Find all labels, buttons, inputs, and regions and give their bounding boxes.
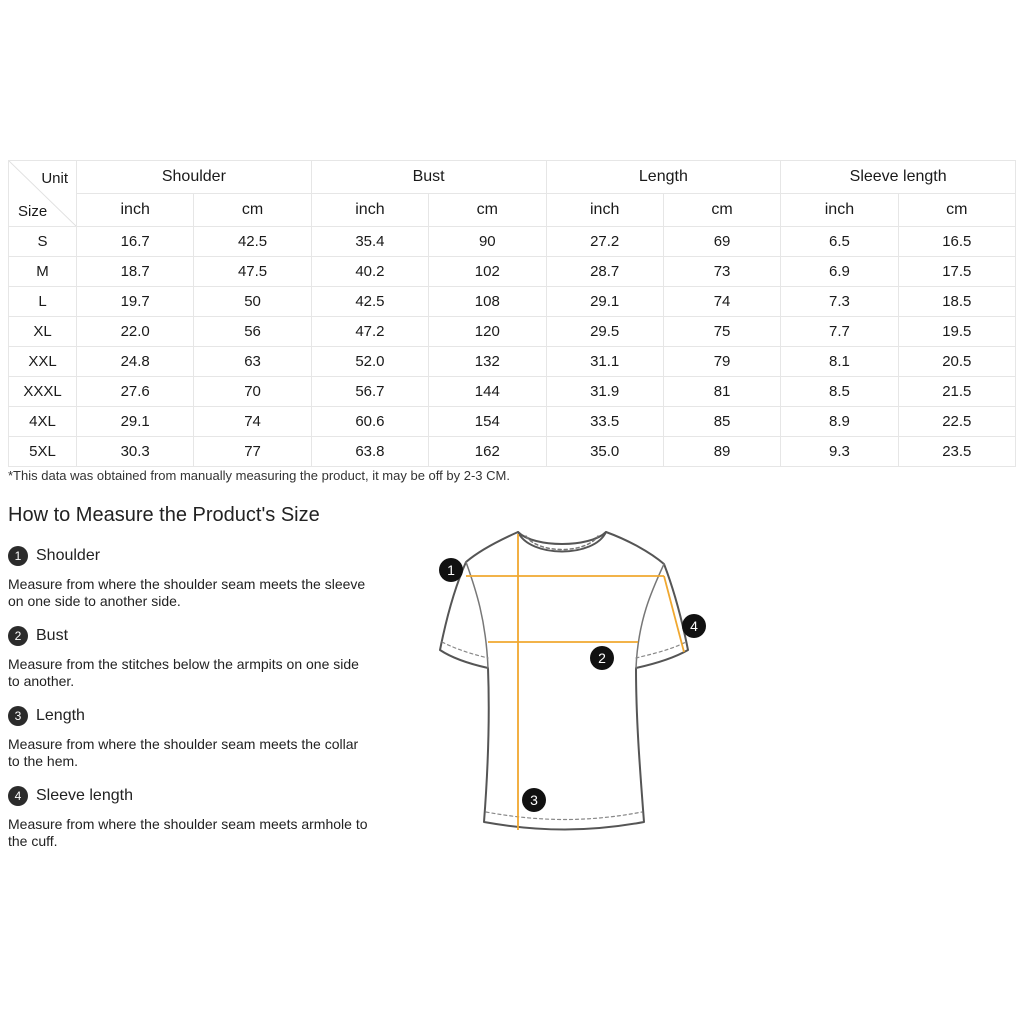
tshirt-diagram bbox=[430, 520, 720, 840]
measurement-cell: 50 bbox=[194, 287, 311, 317]
measurement-cell: 8.9 bbox=[781, 407, 898, 437]
table-row bbox=[9, 437, 1016, 467]
step-sleeve-length bbox=[8, 784, 368, 850]
marker-4-icon bbox=[682, 614, 706, 638]
unit-header: inch bbox=[311, 194, 428, 227]
measurement-cell: 73 bbox=[663, 257, 780, 287]
step-shoulder bbox=[8, 544, 368, 610]
measurement-cell: 7.3 bbox=[781, 287, 898, 317]
measurement-cell: 18.5 bbox=[898, 287, 1015, 317]
unit-header: cm bbox=[194, 194, 311, 227]
measurement-cell: 16.5 bbox=[898, 227, 1015, 257]
size-label-cell: M bbox=[9, 257, 77, 287]
marker-1-label: 1 bbox=[447, 562, 455, 578]
measurement-cell: 27.2 bbox=[546, 227, 663, 257]
measurement-cell: 40.2 bbox=[311, 257, 428, 287]
size-label-cell: XL bbox=[9, 317, 77, 347]
measurement-cell: 42.5 bbox=[194, 227, 311, 257]
measurement-cell: 52.0 bbox=[311, 347, 428, 377]
measurement-cell: 60.6 bbox=[311, 407, 428, 437]
diagram-markers bbox=[439, 558, 706, 812]
measurement-cell: 42.5 bbox=[311, 287, 428, 317]
measurement-cell: 89 bbox=[663, 437, 780, 467]
step-number-icon: 2 bbox=[8, 626, 28, 646]
measurement-cell: 154 bbox=[429, 407, 546, 437]
measurement-cell: 19.5 bbox=[898, 317, 1015, 347]
step-name: Shoulder bbox=[36, 547, 101, 564]
measurement-cell: 85 bbox=[663, 407, 780, 437]
measurement-cell: 75 bbox=[663, 317, 780, 347]
table-row bbox=[9, 257, 1016, 287]
measurement-cell: 29.1 bbox=[546, 287, 663, 317]
unit-header: inch bbox=[546, 194, 663, 227]
measurement-cell: 29.1 bbox=[77, 407, 194, 437]
measurement-cell: 35.0 bbox=[546, 437, 663, 467]
size-chart-table bbox=[8, 160, 1016, 467]
table-row bbox=[9, 377, 1016, 407]
measurement-cell: 8.5 bbox=[781, 377, 898, 407]
measurement-cell: 108 bbox=[429, 287, 546, 317]
measurement-cell: 31.1 bbox=[546, 347, 663, 377]
measurement-note: *This data was obtained from manually measuring the product, it may be off by 2-3 CM. bbox=[8, 468, 510, 483]
header-shoulder: Shoulder bbox=[77, 161, 312, 194]
size-label-cell: 4XL bbox=[9, 407, 77, 437]
table-corner-cell bbox=[9, 161, 77, 227]
measure-guides bbox=[466, 534, 684, 830]
measurement-cell: 56 bbox=[194, 317, 311, 347]
measurement-cell: 69 bbox=[663, 227, 780, 257]
measurement-cell: 162 bbox=[429, 437, 546, 467]
measurement-cell: 6.5 bbox=[781, 227, 898, 257]
left-armhole-seam bbox=[466, 562, 488, 668]
step-number-icon: 3 bbox=[8, 706, 28, 726]
measurement-cell: 120 bbox=[429, 317, 546, 347]
step-number-icon: 1 bbox=[8, 546, 28, 566]
marker-2-label: 2 bbox=[598, 650, 606, 666]
header-bust: Bust bbox=[311, 161, 546, 194]
measurement-cell: 28.7 bbox=[546, 257, 663, 287]
marker-4-label: 4 bbox=[690, 618, 698, 634]
unit-header: cm bbox=[898, 194, 1015, 227]
sleeve-guide bbox=[664, 576, 684, 652]
table-row bbox=[9, 407, 1016, 437]
size-label-cell: S bbox=[9, 227, 77, 257]
measurement-cell: 47.2 bbox=[311, 317, 428, 347]
header-sleeve-length: Sleeve length bbox=[781, 161, 1016, 194]
measurement-cell: 144 bbox=[429, 377, 546, 407]
measurement-cell: 102 bbox=[429, 257, 546, 287]
step-description: Measure from where the shoulder seam meets the sleeve on one side to another side. bbox=[8, 576, 366, 609]
measurement-cell: 31.9 bbox=[546, 377, 663, 407]
step-description: Measure from the stitches below the armpits on one side to another. bbox=[8, 656, 359, 689]
size-label-cell: 5XL bbox=[9, 437, 77, 467]
measurement-cell: 63 bbox=[194, 347, 311, 377]
measurement-cell: 21.5 bbox=[898, 377, 1015, 407]
measurement-cell: 74 bbox=[194, 407, 311, 437]
measurement-cell: 77 bbox=[194, 437, 311, 467]
marker-3-label: 3 bbox=[530, 792, 538, 808]
unit-header: inch bbox=[781, 194, 898, 227]
step-name: Sleeve length bbox=[36, 787, 133, 804]
size-label-cell: XXL bbox=[9, 347, 77, 377]
measurement-cell: 30.3 bbox=[77, 437, 194, 467]
measurement-cell: 16.7 bbox=[77, 227, 194, 257]
step-description: Measure from where the shoulder seam meets armhole to the cuff. bbox=[8, 816, 368, 849]
measurement-cell: 22.5 bbox=[898, 407, 1015, 437]
measurement-cell: 29.5 bbox=[546, 317, 663, 347]
measurement-cell: 132 bbox=[429, 347, 546, 377]
corner-unit-label: Unit bbox=[41, 170, 68, 187]
measurement-cell: 81 bbox=[663, 377, 780, 407]
marker-1-icon bbox=[439, 558, 463, 582]
measurement-cell: 63.8 bbox=[311, 437, 428, 467]
measurement-cell: 74 bbox=[663, 287, 780, 317]
marker-2-icon bbox=[590, 646, 614, 670]
unit-header: cm bbox=[429, 194, 546, 227]
step-length bbox=[8, 704, 368, 770]
measurement-cell: 79 bbox=[663, 347, 780, 377]
unit-header: cm bbox=[663, 194, 780, 227]
measurement-cell: 6.9 bbox=[781, 257, 898, 287]
size-label-cell: L bbox=[9, 287, 77, 317]
measurement-cell: 19.7 bbox=[77, 287, 194, 317]
table-row bbox=[9, 317, 1016, 347]
measurement-cell: 90 bbox=[429, 227, 546, 257]
step-description: Measure from where the shoulder seam meets the collar to the hem. bbox=[8, 736, 359, 769]
hem-stitch bbox=[486, 812, 642, 820]
corner-size-label: Size bbox=[18, 203, 48, 220]
measurement-cell: 20.5 bbox=[898, 347, 1015, 377]
measurement-cell: 35.4 bbox=[311, 227, 428, 257]
table-row bbox=[9, 227, 1016, 257]
size-label-cell: XXXL bbox=[9, 377, 77, 407]
table-row bbox=[9, 347, 1016, 377]
measurement-cell: 18.7 bbox=[77, 257, 194, 287]
size-rows bbox=[9, 227, 1016, 467]
header-length: Length bbox=[546, 161, 781, 194]
measurement-cell: 23.5 bbox=[898, 437, 1015, 467]
measurement-cell: 22.0 bbox=[77, 317, 194, 347]
measurement-cell: 70 bbox=[194, 377, 311, 407]
measurement-cell: 7.7 bbox=[781, 317, 898, 347]
step-name: Length bbox=[36, 707, 85, 724]
step-number-icon: 4 bbox=[8, 786, 28, 806]
step-name: Bust bbox=[36, 627, 69, 644]
measurement-cell: 8.1 bbox=[781, 347, 898, 377]
measurement-cell: 17.5 bbox=[898, 257, 1015, 287]
measurement-cell: 47.5 bbox=[194, 257, 311, 287]
unit-header: inch bbox=[77, 194, 194, 227]
measurement-cell: 9.3 bbox=[781, 437, 898, 467]
measurement-cell: 27.6 bbox=[77, 377, 194, 407]
table-row bbox=[9, 287, 1016, 317]
marker-3-icon bbox=[522, 788, 546, 812]
how-to-title: How to Measure the Product's Size bbox=[8, 504, 320, 526]
measurement-cell: 24.8 bbox=[77, 347, 194, 377]
step-bust bbox=[8, 624, 368, 690]
measurement-cell: 33.5 bbox=[546, 407, 663, 437]
measurement-cell: 56.7 bbox=[311, 377, 428, 407]
